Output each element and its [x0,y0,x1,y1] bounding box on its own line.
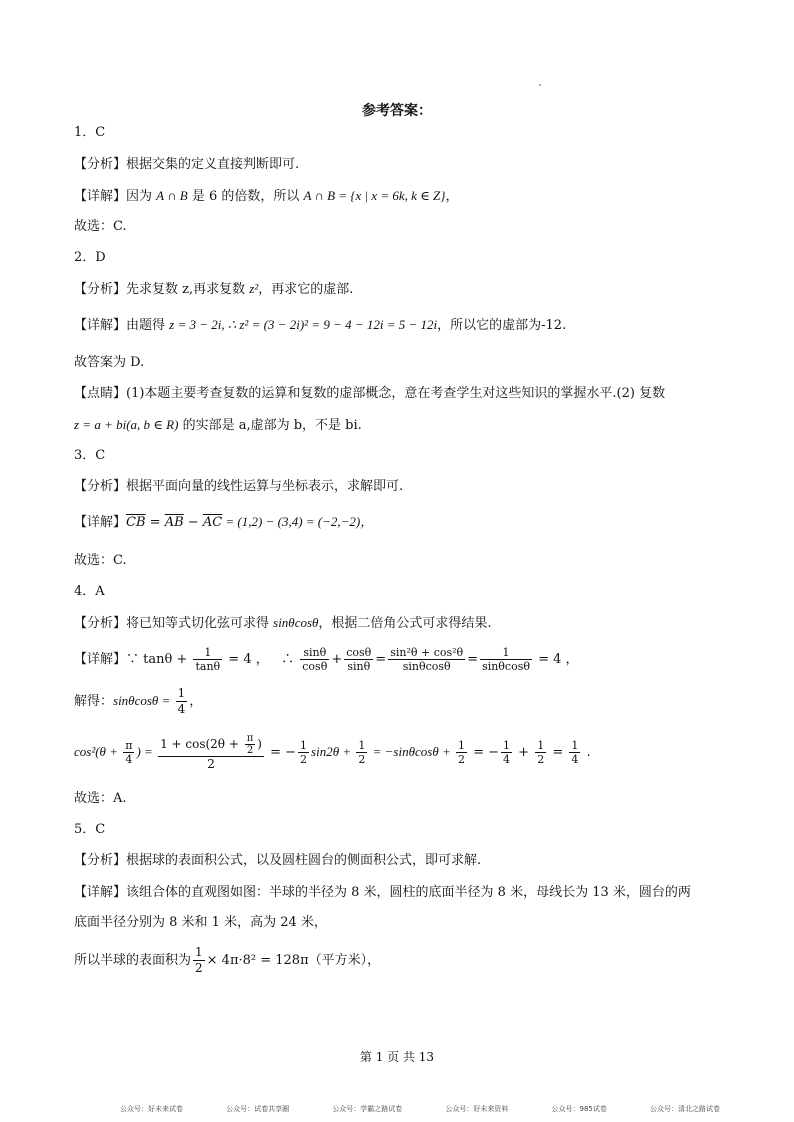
fraction: $\frac{1}{2}$ [457,739,465,766]
item-2-answer: 故答案为 D. [74,355,145,370]
footer-link: 公众号：好未来资料 [445,1105,509,1113]
item-5-number: 5．C [74,822,106,837]
fraction: $\frac{\cos\theta}{\sin\theta}$ [346,646,372,673]
item-3-number: 3．C [74,448,106,463]
item-2-note: 【点睛】(1)本题主要考查复数的运算和复数的虚部概念，意在考查学生对这些知识的掌握水平.(2) 复数 [74,386,666,401]
item-1-answer: 故选：C. [74,219,127,234]
fraction: $\frac{\text{sin²θ + cos²θ}}{\sin\theta\cos\theta}$ [390,646,464,673]
fraction: $\frac{1}{2}$ [537,739,545,766]
footer-link: 公众号：试卷共享圈 [226,1105,290,1113]
fraction: $\frac{1}{\sin\theta\cos\theta}$ [482,646,530,673]
item-2-detail: 【详解】由题得 z = 3 − 2i, ∴ z² = (3 − 2i)² = 9 − 4 − 12i = 5 − 12i，所以它的虚部为-12. [74,317,567,333]
scan-dot [539,84,541,86]
item-1-analysis: 【分析】根据交集的定义直接判断即可. [74,157,300,172]
page-number: 第 1 页 共 13 [359,1050,435,1064]
item-5-area: 所以半球的表面积为 $\frac{1}{2}$ × 4π·8² = 128π（平方米）， [74,945,381,975]
item-4-detail: 【详解】∵ tanθ + $\frac{1}{\tan\theta}$ = 4 ， ∴ $\frac{\sin\theta}{\cos\theta}$ + $\frac{\cos\theta}{\sin\theta}$ = $\frac{\text{sin²θ + cos²θ}}{\sin\theta\cos\theta}$ = $\frac{1}{\sin\theta\cos\theta}$ = 4 ， [74,646,579,673]
footer-link: 公众号：清北之路试卷 [650,1105,720,1113]
fraction: $\frac{1}{4}$ [571,739,579,766]
fraction: $\frac{\sin\theta}{\cos\theta}$ [302,646,328,673]
footer-links [120,1104,720,1114]
item-5-detail: 【详解】该组合体的直观图如图：半球的半径为 8 米，圆柱的底面半径为 8 米，母线长为 13 米，圆台的两 [74,885,691,900]
item-3-answer: 故选：C. [74,553,127,568]
footer-link: 公众号：学霸之路试卷 [332,1105,403,1113]
item-3-analysis: 【分析】根据平面向量的线性运算与坐标表示，求解即可. [74,479,404,494]
item-5-analysis: 【分析】根据球的表面积公式，以及圆柱圆台的侧面积公式，即可求解. [74,853,482,868]
fraction: $\frac{1}{2}$ [358,739,366,766]
fraction: $\frac{1}{4}$ [177,686,186,716]
item-2-number: 2．D [74,250,106,265]
item-4-solve: 解得：sinθcosθ = $\frac{1}{4}$ ， [74,686,203,716]
fraction: $\frac{1}{2}$ [300,739,308,766]
item-4-answer: 故选：A. [74,791,127,806]
fraction: 1 + cos(2θ + $\frac{\pi}{2}$ ) 2 [160,733,262,771]
item-1-detail: 【详解】因为 A ∩ B 是 6 的倍数，所以 A ∩ B = {x | x = 6k, k ∈ Z}， [74,188,459,204]
item-3-detail: 【详解】$\overline{CB} = \overline{AB} - \overline{AC} = (1,2) - (3,4) = (-2,-2)$， [74,514,374,530]
fraction: $\frac{1}{\tan\theta}$ [195,646,221,673]
footer-link: 公众号：985试卷 [551,1105,607,1113]
item-2-note-cont: z = a + bi(a, b ∈ R) 的实部是 a,虚部为 b，不是 bi. [74,417,362,433]
page-title: 参考答案： [362,103,432,119]
fraction: $\frac{\pi}{4}$ [125,739,133,766]
item-4-analysis: 【分析】将已知等式切化弦可求得 sinθcosθ，根据二倍角公式可求得结果. [74,615,492,631]
fraction: $\frac{1}{4}$ [503,739,511,766]
item-5-detail-cont: 底面半径分别为 8 米和 1 米，高为 24 米， [74,915,327,930]
item-4-number: 4．A [74,584,105,599]
item-2-analysis: 【分析】先求复数 z,再求复数 z²，再求它的虚部. [74,281,354,297]
footer-link: 公众号：好未来试卷 [120,1105,183,1113]
item-4-cos-line: cos²(θ + $\frac{\pi}{4}$ ) = 1 + cos(2θ + $\frac{\pi}{2}$ ) 2 = − $\frac{1}{2}$ sin2θ + $\frac{1}{2}$ = −sinθcosθ + $\frac{1}{2}$ = − $\frac{1}{4}$ + $\frac{1}{2}$ = $\frac{1}{4}$ . [74,733,591,771]
item-1-number: 1．C [74,125,106,140]
fraction: $\frac{1}{2}$ [195,945,203,975]
